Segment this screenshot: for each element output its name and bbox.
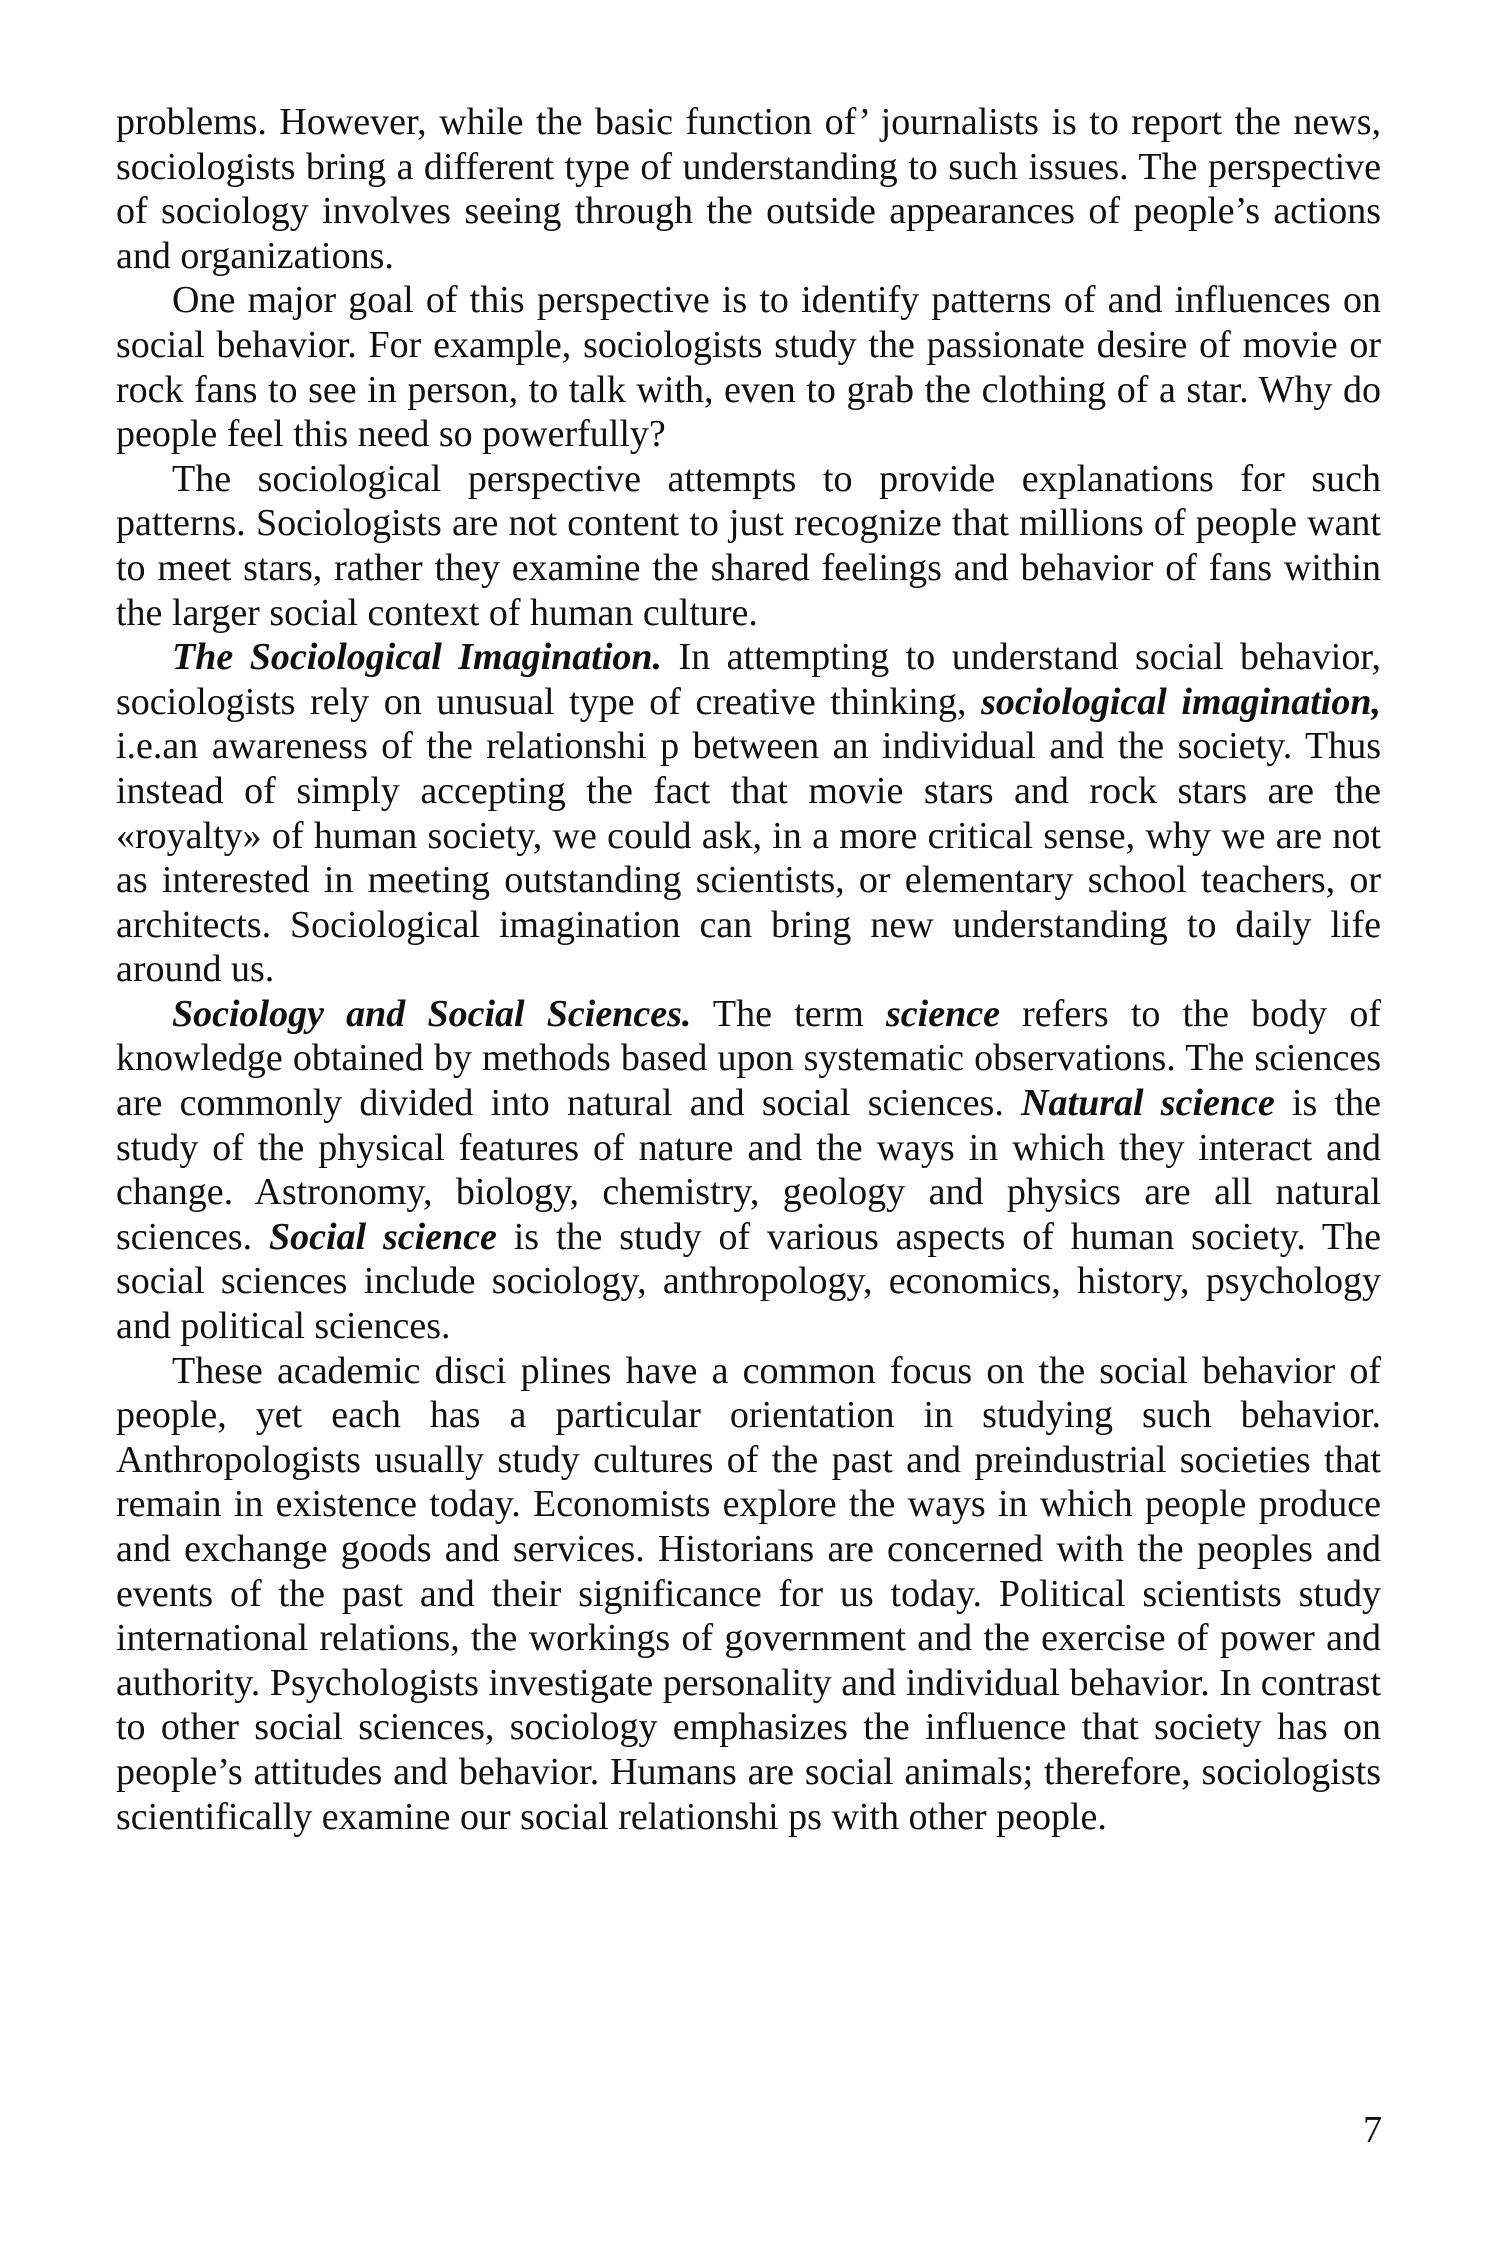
term-natural-science: Natural science: [1021, 1082, 1275, 1125]
paragraph-3: The sociological perspective attempts to provide explanations for such patterns. Sociologists are not content to just recognize that millions of people want to meet stars, rather they examine the shared feelings and behavior of fans within the larger social context of human culture.: [116, 457, 1381, 634]
paragraph-sociological-imagination: [116, 635, 1381, 992]
paragraph-1: problems. However, while the basic function of’ journalists is to report the news, sociologists bring a different type of understanding to such issues. The perspective of sociology involves seeing through the outside appearances of people’s actions and organizations.: [116, 101, 1381, 277]
paragraph-text: i.e.an awareness of the relationshi p between an individual and the society. Thus instead of simply accepting the fact that movie stars and rock stars are the «royalty» of human society, we could ask, in a more critical sense, why we are not as interested in meeting outstanding scientists, or elementary school teachers, or architects. Sociological imagination can bring new understanding to daily life around us.: [116, 725, 1381, 991]
term-social-science: Social science: [268, 1215, 497, 1258]
paragraph-6: These academic disci plines have a common focus on the social behavior of people, yet each has a particular orientation in studying such behavior. Anthropologists usually study cultures of the past and preindustrial societies that remain in existence today. Economists explore the ways in which people produce and exchange goods and services. Historians are concerned with the peoples and events of the past and their significance for us today. Political scientists study international relations, the workings of government and the exercise of power and authority. Psychologists investigate personality and individual behavior. In contrast to other social sciences, sociology emphasizes the influence that society has on people’s attitudes and behavior. Humans are social animals; therefore, sociologists scientifically examine our social relationshi ps with other people.: [116, 1349, 1381, 1838]
term-science: science: [886, 992, 1000, 1035]
paragraph-text: The term: [691, 992, 886, 1035]
paragraph-text: is the study of various aspects of human society. The social sciences include sociology, anthropology, economics, history, psychology and political sciences.: [116, 1215, 1381, 1348]
term-sociological-imagination: sociological imagination,: [981, 680, 1381, 723]
page-number: 7: [1363, 2109, 1382, 2151]
section-heading-sociological-imagination: The Sociological Imagination.: [172, 636, 663, 679]
paragraph-sociology-and-social-sciences: [116, 992, 1381, 1349]
paragraph-text: In attempting to understand social behavior, sociologists rely on unusual type of creative thinking,: [116, 636, 1381, 723]
paragraph-text: refers to the body of knowledge obtained by methods based upon systematic observations. The sciences are commonly divided into natural and social sciences.: [116, 992, 1382, 1125]
paragraph-text: is the study of the physical features of nature and the ways in which they interact and change. Astronomy, biology, chemistry, geology and physics are all natural sciences.: [116, 1082, 1381, 1258]
section-heading-sociology-and-social-sciences: Sociology and Social Sciences.: [172, 992, 692, 1035]
paragraph-2: One major goal of this perspective is to identify patterns of and influences on social behavior. For example, sociologists study the passionate desire of movie or rock fans to see in person, to talk with, even to grab the clothing of a star. Why do people feel this need so powerfully?: [116, 279, 1381, 456]
page-body: [116, 100, 1381, 1839]
